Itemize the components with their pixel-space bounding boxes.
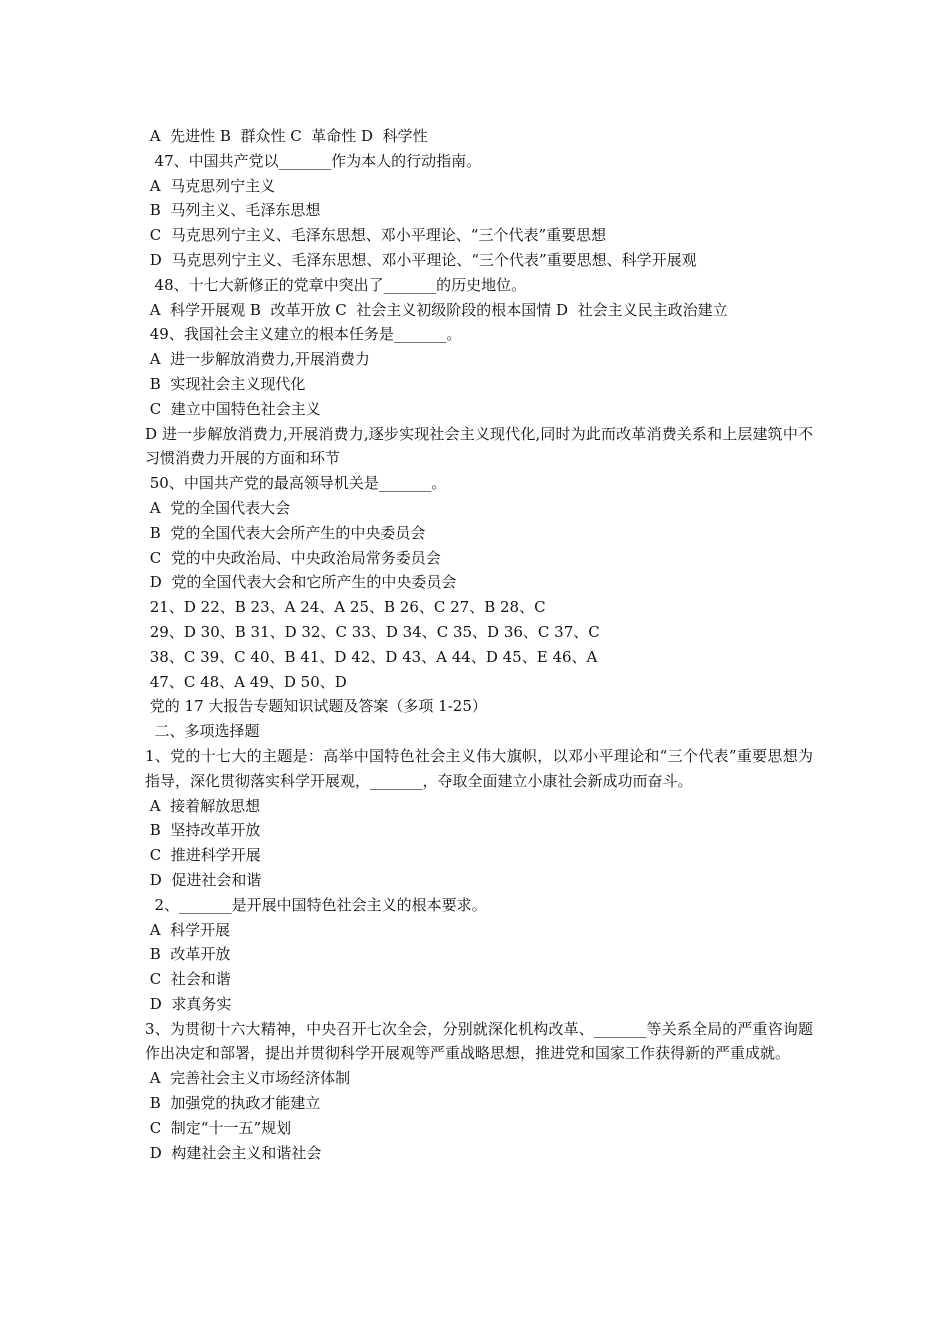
text-line: B 改革开放 [145,945,231,964]
text-line: 3、为贯彻十六大精神，中央召开七次全会，分别就深化机构改革、_______等关系全局的严重咨询题作出决定和部署，提出并贯彻科学开展观等严重战略思想，推进党和国家工作获得新的严重成就。 [145,1019,813,1063]
text-line: B 实现社会主义现代化 [145,374,306,393]
document-page [145,124,813,1165]
text-line: 49、我国社会主义建立的根本任务是_______。 [145,325,462,344]
text-line: C 推进科学开展 [145,846,261,865]
text-line: 48、十七大新修正的党章中突出了_______的历史地位。 [145,275,527,294]
text-line: D 求真务实 [145,994,232,1013]
text-line: A 科学开展观 B 改革开放 C 社会主义初级阶段的根本国情 D 社会主义民主政治建立 [145,300,728,319]
text-line: 47、中国共产党以_______作为本人的行动指南。 [145,151,482,170]
text-line: B 加强党的执政才能建立 [145,1094,321,1113]
text-line: C 社会和谐 [145,970,231,989]
text-line: A 进一步解放消费力,开展消费力 [145,350,370,369]
text-line: A 先进性 B 群众性 C 革命性 D 科学性 [145,127,428,145]
text-line: D 党的全国代表大会和它所产生的中央委员会 [145,573,457,592]
text-line: A 接着解放思想 [145,796,261,815]
text-line: D 促进社会和谐 [145,870,262,889]
text-line: B 党的全国代表大会所产生的中央委员会 [145,523,426,542]
text-line: 38、C 39、C 40、B 41、D 42、D 43、A 44、D 45、E 46、A [145,647,598,666]
text-line: B 坚持改革开放 [145,821,261,840]
text-line: 29、D 30、B 31、D 32、C 33、D 34、C 35、D 36、C 37、C [145,622,600,641]
text-line: A 党的全国代表大会 [145,498,291,517]
text-line: 21、D 22、B 23、A 24、A 25、B 26、C 27、B 28、C [145,598,546,617]
text-line: C 马克思列宁主义、毛泽东思想、邓小平理论、“三个代表”重要思想 [145,226,607,245]
text-line: 50、中国共产党的最高领导机关是_______。 [145,474,447,493]
text-line: 二、多项选择题 [145,722,260,741]
text-line: A 马克思列宁主义 [145,176,276,195]
text-line: C 制定“十一五”规划 [145,1118,292,1137]
text-line: 党的 17 大报告专题知识试题及答案（多项 1-25） [145,697,487,716]
text-line: 1、党的十七大的主题是：高举中国特色社会主义伟大旗帜，以邓小平理论和“三个代表”重要思想为指导，深化贯彻落实科学开展观，_______，夺取全面建立小康社会新成功而奋斗。 [145,746,813,790]
text-line: A 完善社会主义市场经济体制 [145,1069,351,1088]
text-line: 47、C 48、A 49、D 50、D [145,672,347,691]
text-line: D 马克思列宁主义、毛泽东思想、邓小平理论、“三个代表”重要思想、科学开展观 [145,250,697,269]
text-line: C 党的中央政治局、中央政治局常务委员会 [145,548,441,567]
text-line: B 马列主义、毛泽东思想 [145,201,321,220]
text-line: D 进一步解放消费力,开展消费力,逐步实现社会主义现代化,同时为此而改革消费关系和上层建筑中不习惯消费力开展的方面和环节 [145,424,813,468]
text-line: C 建立中国特色社会主义 [145,399,321,418]
text-line: 2、_______是开展中国特色社会主义的根本要求。 [145,895,487,914]
text-line: A 科学开展 [145,920,231,939]
text-line: D 构建社会主义和谐社会 [145,1143,322,1162]
